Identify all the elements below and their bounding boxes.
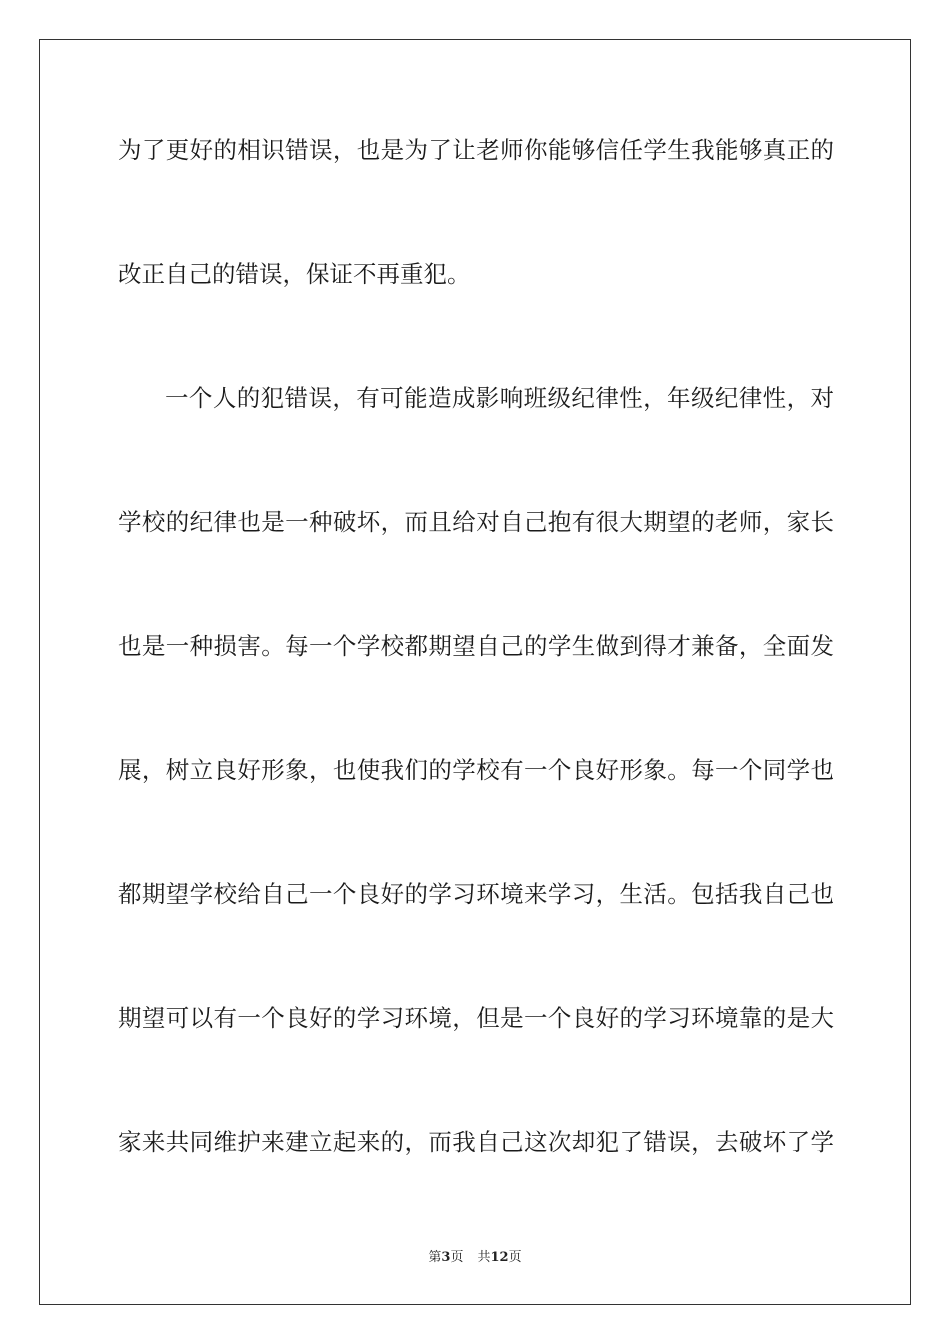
body-line-9: 家来共同维护来建立起来的，而我自己这次却犯了错误，去破坏了学	[118, 1128, 834, 1156]
body-line-3: 一个人的犯错误，有可能造成影响班级纪律性，年级纪律性，对	[165, 384, 834, 412]
body-line-2: 改正自己的错误，保证不再重犯。	[118, 260, 471, 288]
body-line-8: 期望可以有一个良好的学习环境，但是一个良好的学习环境靠的是大	[118, 1004, 834, 1032]
page-number: 3	[441, 1250, 451, 1265]
body-line-4: 学校的纪律也是一种破坏，而且给对自己抱有很大期望的老师，家长	[118, 508, 834, 536]
page-footer	[0, 1246, 950, 1265]
total-prefix: 共	[477, 1250, 491, 1265]
body-line-1: 为了更好的相识错误，也是为了让老师你能够信任学生我能够真正的	[118, 136, 834, 164]
total-suffix: 页	[508, 1250, 522, 1265]
page-border	[39, 39, 911, 1305]
page-suffix: 页	[450, 1250, 464, 1265]
body-line-7: 都期望学校给自己一个良好的学习环境来学习，生活。包括我自己也	[118, 880, 834, 908]
body-line-5: 也是一种损害。每一个学校都期望自己的学生做到得才兼备，全面发	[118, 632, 834, 660]
page-prefix: 第	[428, 1250, 442, 1265]
total-pages: 12	[490, 1250, 509, 1265]
body-line-6: 展，树立良好形象，也使我们的学校有一个良好形象。每一个同学也	[118, 756, 834, 784]
